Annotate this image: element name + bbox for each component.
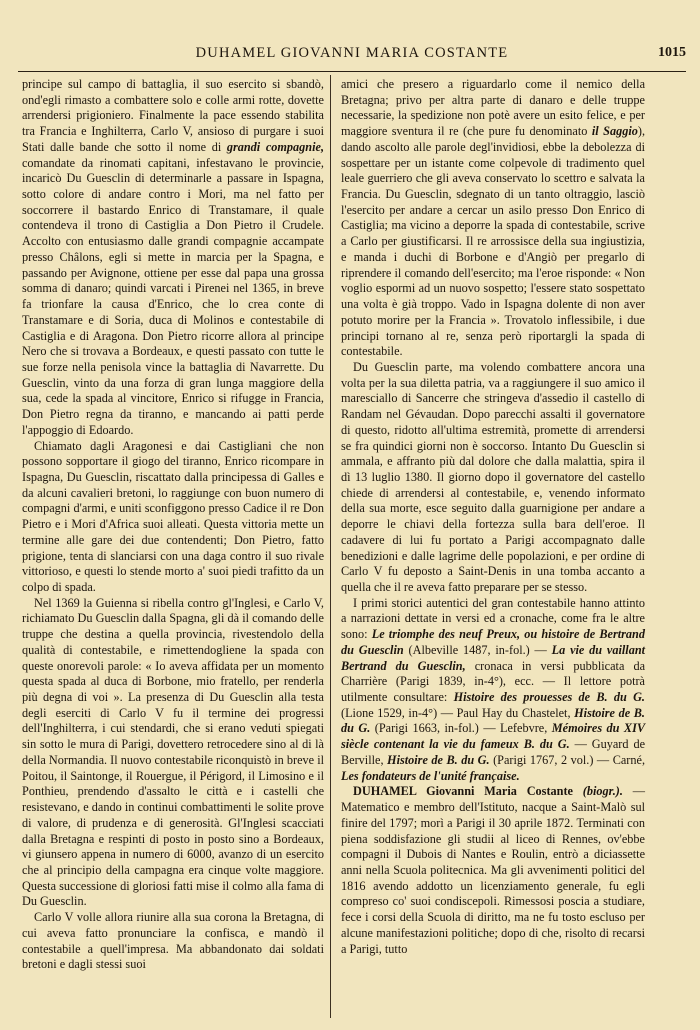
paragraph-text: (Lione 1529, in-4°) — Paul Hay du Chastelet, [341, 705, 571, 720]
paragraph-text: cronaca in versi pubblicata da Charrière (Parigi 1839, in-4°), ecc. — Il lettore potrà utilmente consultare: [341, 658, 646, 705]
book-title: Les fondateurs de l'unité française. [341, 768, 520, 783]
paragraph-text: I primi storici autentici del gran contestabile hanno attinto a narrazioni dettate in versi ed a cronache, come fra le altre sono: [341, 595, 645, 642]
italic-term: grandi compagnie, [226, 139, 325, 154]
paragraph-text: comandate da rinomati capitani, infestavano le provincie, incaricò Du Guesclin di determinarle a passare in Ispagna, sotto colore di andare contro i Mori, ma nel fatto per soccorrere il bastardo Enrico di Transtamare, il quale contendeva il trono di Castiglia a Don Pietro il Crudele. Accolto con entusiasmo dalle grandi compagnie accampate presso Châlons, egli si mette in marcia per la Spagna, e passando per Avignone, ottiene per esse dal papa una grossa somma di danaro; quindi varcati i Pirenei nel 1365, in breve fa trionfare la causa d'Enrico, che lo crea conte di Transtamare e di Soria, duca di Molinos e contestabile di Castiglia e di Aragona. Don Pietro ricorre allora al principe Nero che si trovava a Bordeaux, e questi passato con tutte le sue forze nella penisola vince la battaglia di Navarrette. Du Guesclin, vinto da una forza di gran lunga maggiore della sua, cede la spada al vincitore, Enrico si rifugge in Francia, Don Pietro regna da tiranno, e mancando ai patti perde l'appoggio di Edoardo. [22, 155, 324, 437]
paragraph-text: principe sul campo di battaglia, il suo esercito si sbandò, ond'egli rimasto a combattere solo e colle armi rotte, dovette arrendersi prigioniero. Finalmente la pace essendo stabilita tra Francia e Inghilterra, Carlo V, ansioso di purgare i suoi Stati dalle bande che sotto il nome di [22, 77, 324, 154]
bibliography-paragraph [341, 596, 645, 785]
entry-tag: (biogr.). [582, 784, 623, 799]
page-number: 1015 [658, 45, 686, 60]
entry-paragraph [341, 784, 645, 957]
paragraph-text: — Matematico e membro dell'Istituto, nacque a Saint-Malò sul finire del 1797; morì a Parigi il 30 aprile 1872. Terminati con piena soddisfazione gli studii al liceo di Rennes, ov'ebbe compagni il Dubois di Nantes e Roulin, entrò a diciassette anni nella Scuola politecnica. Ma gli avvenimenti politici del 1816 avendo addotto un licenziamento generale, fu egli compreso co' suoi condiscepoli. Rimessosi poscia a studiare, fece i corsi della Scuola di diritto, ma ne fu tosto escluso per alcune manifestazioni politiche; dopo di che, risolto di recarsi a Parigi, tutto [341, 784, 646, 956]
right-column [341, 77, 645, 957]
running-head [18, 45, 686, 71]
paragraph-text: (Parigi 1767, 2 vol.) — Carné, [493, 752, 646, 767]
paragraph: Nel 1369 la Guienna si ribella contro gl'Inglesi, e Carlo V, richiamato Du Guesclin dalla Spagna, gli dà il comando delle truppe che destina a quella provincia, rivestendolo della qualità di contestabile, e rimettendogliene la spada con queste onorevoli parole: « Io aveva affidata per un momento questa spada al duca di Borbone, mio fratello, per renderla più degna di voi ». La presenza di Du Guesclin alla testa degli eserciti di Carlo V fu il termine dei progressi dell'Inghilterra, i cui stendardi, che si erano veduti spiegati sin sotto le mura di Parigi, dovettero retrocedere sino al di là della Normandia. Il nuovo contestabile riconquistò in breve il Poitou, il Saintonge, il Rouergue, il Périgord, il Limosino e il Ponthieu, prendendo d'assalto le città e i castelli che resistevano, e dando in continui combattimenti le solite prove di valore, di prudenza e di generosità. Gl'Inglesi scacciati dalla Bretagna e respinti di posto in posto sino a Bordeaux, vi giunsero appena in numero di 6000, avanzo di un esercito che al principio della campagna era cinque volte maggiore. Questa successione di gloriosi fatti mise il colmo alla fama di Du Guesclin. [22, 595, 324, 909]
entry-headword: DUHAMEL Giovanni Maria Costante [353, 784, 573, 799]
book-title: Histoire de B. du G. [341, 705, 645, 736]
left-column [22, 77, 324, 973]
paragraph-text: ), dando ascolto alle parole degl'invidiosi, ebbe la debolezza di sospettare per un istante come colpevole di tradimento quel leale guerriero che gli aveva conservato lo scettro e salvata la Francia. Du Guesclin, sdegnato di un tanto oltraggio, lasciò l'esercito per andare a cercar un asilo presso Don Enrico di Castiglia; ma vicino a deporre la spada di contestabile, scrive a Carlo per giustificarsi. Il re arrossisce della sua ingiustizia, e manda i duchi di Borbone e d'Angiò per pregarlo di riprendere il comando dell'esercito; ma l'eroe risponde: « Non voglio espormi ad un nuovo sospetto; l'essere stato sospettato una volta è già troppo. Vado in Ispagna dolente di non aver potuto morire per la Francia ». Trovatolo inflessibile, i due principi tornano al re, senza però riportargli la spada di contestabile. [341, 124, 646, 359]
paragraph-text: (Albeville 1487, in-fol.) — [408, 642, 547, 657]
paragraph: Carlo V volle allora riunire alla sua corona la Bretagna, di cui aveva fatto pronunciare la confisca, e mandò il contestabile a quell'impresa. Ma abbandonato dai soldati bretoni e dagli stessi suoi [22, 910, 324, 972]
book-title: Histoire de B. du G. [387, 752, 490, 767]
book-title: Le triomphe des neuf Preux, ou histoire de Bertrand du Guesclin [341, 627, 645, 657]
paragraph-text: amici che presero a riguardarlo come il nemico della Bretagna; privo per altra parte di danaro e delle truppe necessarie, la spedizione non potè avere un esito felice, e per maggiore sventura il re (che pure fu denominato [341, 77, 645, 139]
header-rule [18, 71, 686, 72]
book-title: La vie du vaillant Bertrand du Guesclin, [341, 642, 646, 673]
paragraph-text: — Guyard de Berville, [341, 737, 646, 767]
book-title: Mémoires du XIV siècle contenant la vie du fameux B. du G. [341, 721, 646, 752]
paragraph-text: (Parigi 1663, in-fol.) — Lefebvre, [374, 721, 548, 736]
header-title: DUHAMEL GIOVANNI MARIA COSTANTE [195, 45, 509, 61]
paragraph: Chiamato dagli Aragonesi e dai Castigliani che non possono sopportare il giogo del tiranno, Enrico ricompare in Ispagna, Du Guesclin, riscattato dalla principessa di Galles e da alcuni cavalieri bretoni, lo raggiunge con buon numero di compagni d'armi, e uniti sconfiggono presso Cadice il re Don Pietro e i Mori d'Africa suoi alleati. Questa vittoria mette un termine alle gare dei due contendenti; Don Pietro, fatto prigione, tenta di slanciarsi con una daga contro il suo rivale vittorioso, e questi lo stende morto a' suoi piedi trafitto da un colpo di spada. [22, 438, 324, 594]
paragraph: Du Guesclin parte, ma volendo combattere ancora una volta per la sua diletta patria, va a raggiungere il suo amico il maresciallo di Sancerre che stringeva d'assedio il castello di Randam nel Gévaudan. Dopo parecchi assalti il governatore di questo, ridotto all'ultima estremità, promette di arrendersi se fra quindici giorni non è soccorso. Intanto Du Guesclin si ammala, e affranto più dal dolore che dalla malattia, spira il dì 13 luglio 1380. Il giorno dopo il governatore del castello chiede di arrendersi al contestabile, e, venendo informato della sua morte, esce seguito dalla guarnigione per andare a deporre le chiavi della fortezza sulla bara dell'eroe. Il cadavere di lui fu portato a Parigi accompagnato dalle benedizioni e dalle lagrime delle popolazioni, e per ordine di Carlo V fu deposto a Saint-Denis in una tomba accanto a quella che il re aveva fatto preparare per se stesso. [341, 359, 645, 594]
paragraph [22, 77, 324, 439]
book-title: Histoire des prouesses de B. du G. [453, 690, 645, 705]
italic-term: il Saggio [591, 124, 638, 139]
paragraph [341, 77, 645, 360]
column-divider [330, 75, 331, 1018]
